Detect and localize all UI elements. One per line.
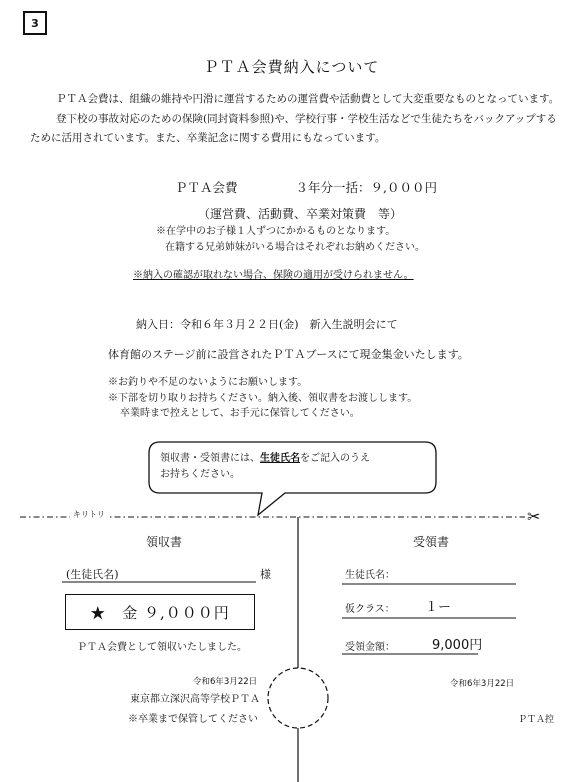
payment-note-3: 卒業時まで控えとして、お手元に保管してください。 [120, 408, 360, 419]
intro-line-2: 登下校の事故対応のための保険(同封資料参照)や、学校行事・学校生活などで生徒たちをバックアップする [56, 112, 557, 125]
ack-heading: 受領書 [413, 535, 450, 549]
stamp-circle [268, 668, 328, 728]
bubble-line-2: お持ちください。 [160, 469, 240, 480]
fee-note-2: 在籍する兄弟姉妹がいる場合はそれぞれお納めください。 [165, 242, 425, 253]
ack-stamp-label: ＰＴＡ控 [518, 715, 555, 725]
payment-note-2: ※下部を切り取りお持ちください。納入後、領収書をお渡しします。 [108, 392, 418, 404]
receipt-honorific: 様 [260, 568, 271, 581]
fee-detail: （運営費、活動費、卒業対策費 等） [198, 207, 403, 221]
fee-warning: ※納入の確認が取れない場合、保険の適用が受けられません。 [133, 270, 414, 281]
receipt-org: 東京都立深沢高等学校ＰＴＡ [130, 694, 260, 705]
bubble-prefix: 領収書・受領書には、 [160, 453, 260, 464]
fee-amount: ３年分一括：９,０００円 [295, 180, 437, 195]
payment-place: 体育館のステージ前に設営されたＰＴＡブースにて現金集金いたします。 [108, 348, 469, 361]
bubble-suffix: をご記入のうえ [300, 453, 370, 464]
payment-date: 納入日：令和６年３月２２日(金) 新入生説明会にて [136, 318, 398, 331]
receipt-received-text: ＰＴＡ会費として領収いたしました。 [77, 642, 247, 653]
bubble-text [160, 451, 370, 483]
ack-amount-value: 9,000円 [432, 638, 483, 653]
scissors-icon: ✂ [527, 507, 541, 526]
intro-line-3: ために活用されています。また、卒業記念に関する費用にもなっています。 [30, 132, 386, 144]
receipt-heading: 領収書 [146, 535, 183, 549]
cut-label: キリトリ [70, 509, 108, 520]
receipt-amount-box: ★ 金 ９,０００円 [65, 594, 255, 630]
ack-student-label: 生徒氏名： [345, 570, 395, 581]
ack-class-label: 仮クラス： [345, 604, 395, 615]
payment-note-1: ※お釣りや不足のないようにお願いします。 [108, 377, 308, 388]
page-title: ＰＴＡ会費納入について [203, 58, 380, 76]
receipt-keep-note: ※卒業まで保管してください [128, 714, 258, 725]
receipt-student-label: (生徒氏名) [66, 568, 119, 581]
receipt-date: 令和6年3月22日 [193, 677, 258, 687]
ack-amount-label: 受領金額： [345, 642, 395, 653]
ack-class-value: １ー [425, 600, 452, 615]
fee-note-1: ※在学中のお子様１人ずつにかかるものとなります。 [156, 226, 396, 237]
bubble-emphasis: 生徒氏名 [260, 453, 300, 464]
ack-date: 令和6年3月22日 [450, 679, 515, 689]
intro-line-1: ＰＴＡ会費は、組織の維持や円滑に運営するための運営費や活動費として大変重要なものとなっています。 [56, 93, 560, 105]
fee-label: ＰＴＡ会費 [175, 180, 238, 195]
page-number: 3 [23, 11, 47, 35]
